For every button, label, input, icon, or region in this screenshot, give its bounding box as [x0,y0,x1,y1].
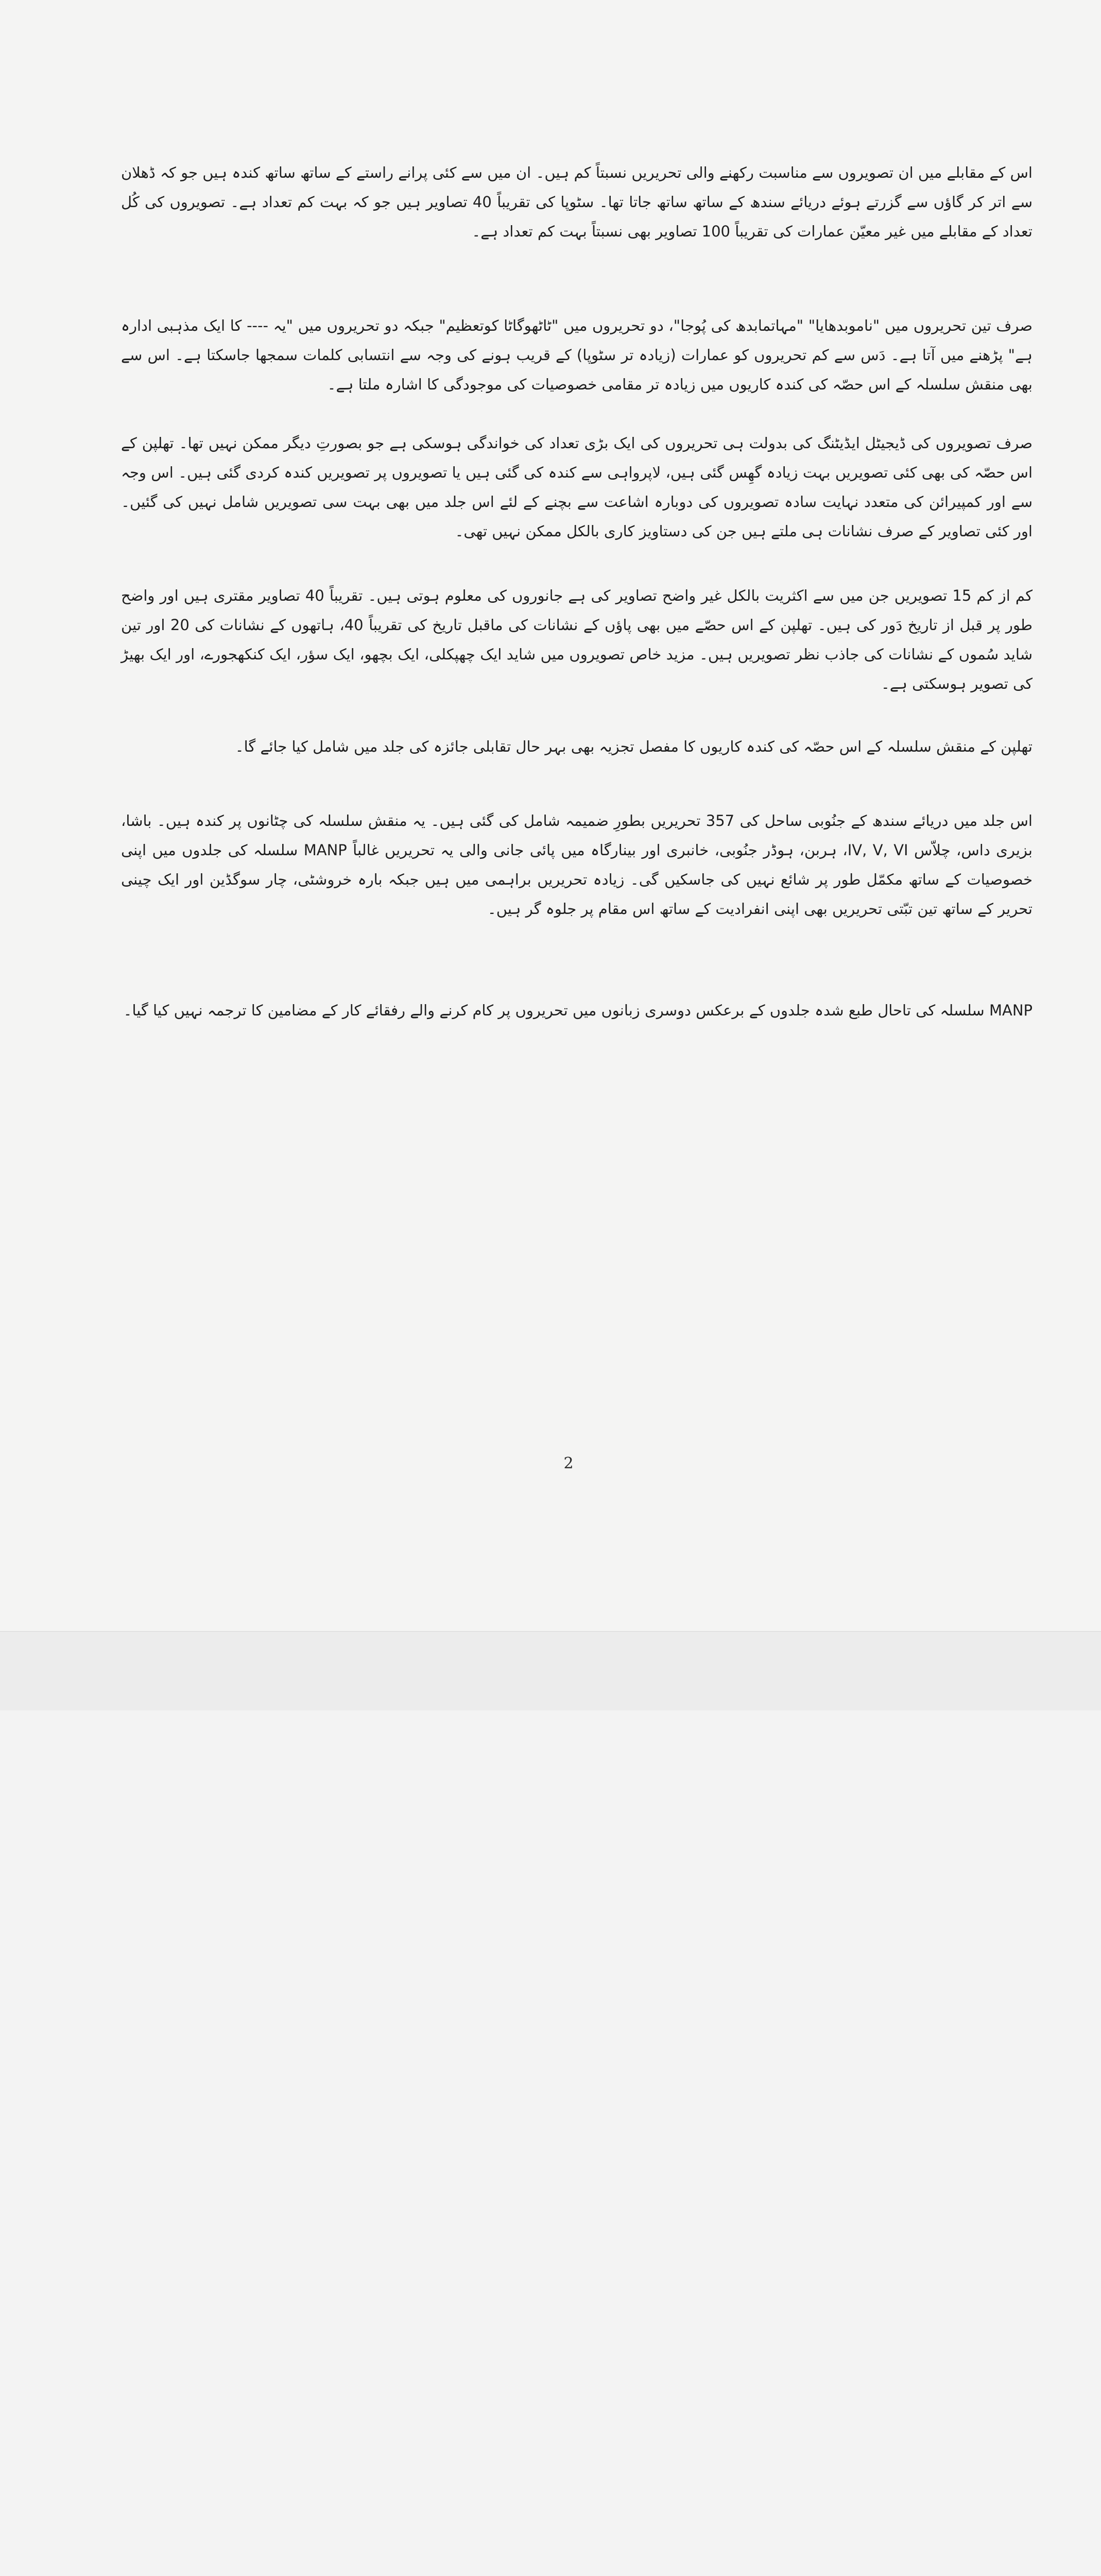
paragraph-buildings [121,158,1033,246]
paragraph-text: اس جلد میں دریائے سندھ کے جنُوبی ساحل کی 357 تحریریں بطورِ ضمیمہ شامل کی گئی ہیں۔ یہ منقش سلسلہ کی چٹانوں پر کندہ ہیں۔ باشا، بزیری داس، چلاّس IV, V, VI، ہربن، ہوڈر جنُوبی، خانبری اور بینارگاہ میں پائی جانی والی یہ تحریریں غالباً MANP سلسلہ کی جلدوں میں اپنی خصوصیات کے ساتھ مکمّل طور پر شائع نہیں کی جاسکیں گی۔ زیادہ تحریریں براہمی میں ہیں جبکہ بارہ خروشٹی، چار سوگڈین اور ایک چینی تحریر کے ساتھ تین تبّتی تحریریں بھی اپنی انفرادیت کے ساتھ اس مقام پر جلوہ گر ہیں۔ [121,812,1033,918]
paragraph-digital-editing [121,429,1033,546]
paragraph-animals [121,581,1033,699]
paragraph-text: کم از کم 15 تصویریں جن میں سے اکثریت بالکل غیر واضح تصاویر کی ہے جانوروں کی معلوم ہوتی ہیں۔ تقریباً 40 تصاویر مقتری ہیں اور واضح طور پر قبل از تاریخ دَور کی ہیں۔ تھلپن کے اس حصّے میں بھی پاؤں کے نشانات کی ماقبل تاریخ کی تقریباً 40، ہاتھوں کے نشانات کی 20 اور تین شاید سُموں کے نشانات کی جاذب نظر تصویریں ہیں۔ مزید خاص تصویروں میں شاید ایک چھپکلی، ایک بچھو، ایک سؤر، ایک کنکھجورے، اور ایک بھیڑ کی تصویر ہوسکتی ہے۔ [121,587,1033,692]
paragraph-text: تھلپن کے منقش سلسلہ کے اس حصّہ کی کندہ کاریوں کا مفصل تجزیہ بھی بہر حال تقابلی جائزہ کی جلد میں شامل کیا جائے گا۔ [235,738,1033,755]
paragraph-appendix [121,806,1033,924]
paragraph-inscriptions [121,311,1033,399]
paragraph-text: اس کے مقابلے میں ان تصویروں سے مناسبت رکھنے والی تحریریں نسبتاً کم ہیں۔ ان میں سے کئی پرانے راستے کے ساتھ ساتھ کندہ ہیں جو کہ ڈھلان سے اتر کر گاؤں سے گزرتے ہوئے دریائے سندھ کے ساتھ ساتھ جاتا تھا۔ سٹوپا کی تقریباً 40 تصاویر ہیں جو کہ بہت کم تعداد ہے۔ تصویروں کی کُل تعداد کے مقابلے میں غیر معیّن عمارات کی تقریباً 100 تصاویر بھی نسبتاً بہت کم تعداد ہے۔ [121,164,1033,240]
paragraph-text: صرف تصویروں کی ڈیجیٹل ایڈیٹنگ کی بدولت ہی تحریروں کی ایک بڑی تعداد کی خواندگی ہوسکی ہے جو بصورتِ دیگر ممکن نہیں تھا۔ تھلپن کے اس حصّہ کی بھی کئی تصویریں بہت زیادہ گھِس گئی ہیں، لاپرواہی سے کندہ کی گئی ہیں یا تصویروں پر تصویریں کندہ کردی گئی ہیں۔ اس وجہ سے اور کمپیرائن کی متعدد نہایت سادہ تصویروں کی دوبارہ اشاعت سے بچنے کے لئے اس جلد میں بھی بہت سی تصویریں شامل نہیں کی گئیں۔ اور کئی تصاویر کے صرف نشانات ہی ملتے ہیں جن کی دستاویز کاری بالکل ممکن نہیں تھی۔ [121,434,1033,540]
page-number: 2 [563,1454,574,1472]
paragraph-text: MANP سلسلہ کی تاحال طبع شدہ جلدوں کے برعکس دوسری زبانوں میں تحریروں پر کام کرنے والے رفقائے کار کے مضامین کا ترجمہ نہیں کیا گیا۔ [123,1002,1033,1019]
paragraph-translation [121,996,1033,1025]
paragraph-analysis [121,732,1033,761]
viewer-footer [0,1631,1101,1710]
paragraph-text: صرف تین تحریروں میں "ناموبدھایا" "مہاتمابدھ کی پُوجا"، دو تحریروں میں "ٹاٹھوگاٹا کوتعظیم" جبکہ دو تحریروں میں "یہ ---- کا ایک مذہبی ادارہ ہے" پڑھنے میں آتا ہے۔ دَس سے کم تحریروں کو عمارات (زیادہ تر سٹوپا) کے قریب ہونے کی وجہ سے انتسابی کلمات سمجھا جاسکتا ہے۔ اس سے بھی منقش سلسلہ کے اس حصّہ کی کندہ کاریوں میں زیادہ تر مقامی خصوصیات کی موجودگی کا اشارہ ملتا ہے۔ [121,317,1033,393]
